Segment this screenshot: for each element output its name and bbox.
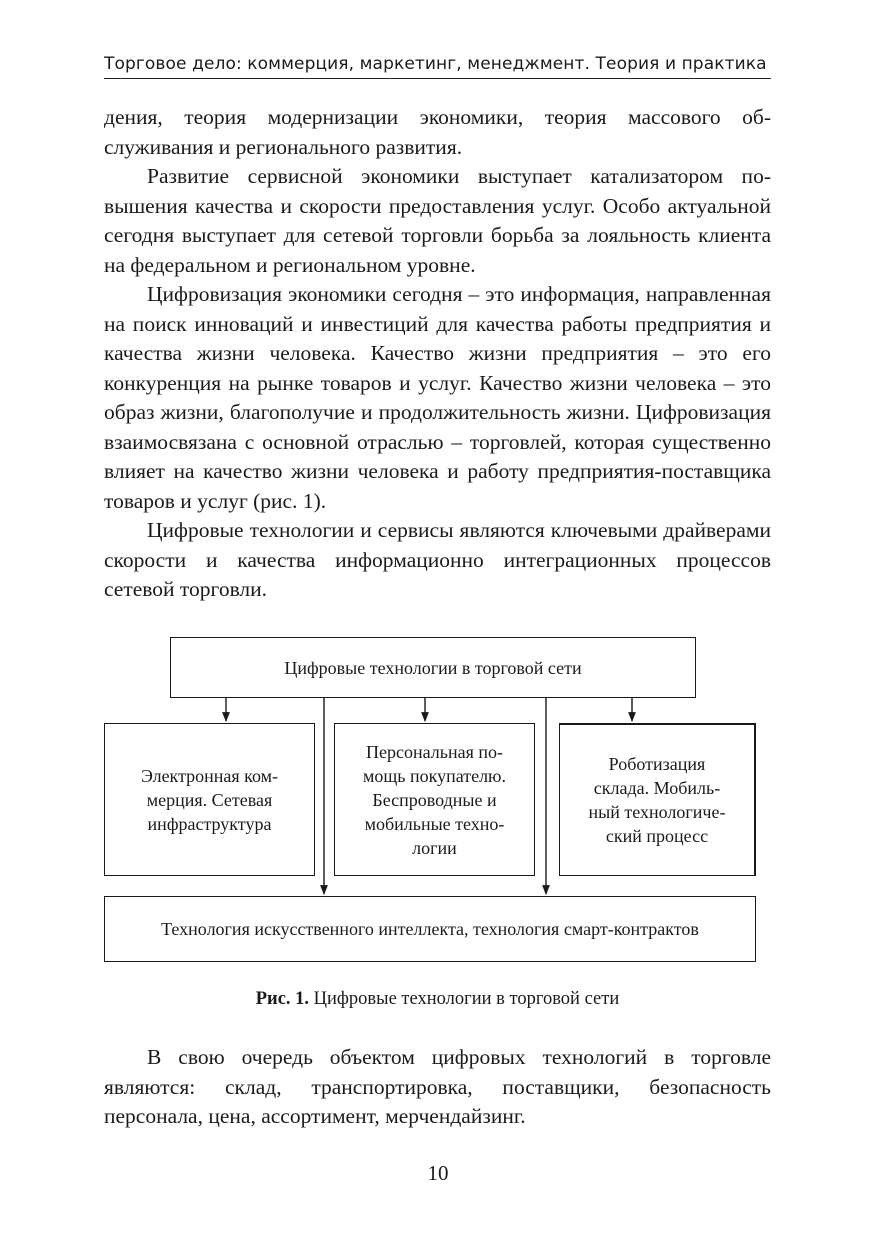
paragraph-continuation: дения, теория модернизации экономики, теория массового обслуживания и регионального развития. bbox=[104, 105, 771, 159]
figure-box-ecommerce-line: Электронная ком- bbox=[140, 765, 279, 786]
figure-caption-label: Рис. 1. bbox=[255, 989, 310, 1009]
figure-box-robotization bbox=[559, 723, 756, 876]
figure-box-ecommerce-text bbox=[141, 764, 278, 836]
body-text-bottom bbox=[104, 1043, 771, 1132]
figure-box-personal-assistance bbox=[334, 723, 535, 876]
body-text-top bbox=[104, 103, 771, 605]
figure-box-personal-assistance-line: мощь покупателю. bbox=[362, 765, 507, 786]
figure-bottom-box bbox=[104, 896, 756, 962]
figure-box-ecommerce bbox=[104, 723, 315, 876]
figure-box-robotization-line: склада. Мобиль- bbox=[593, 778, 721, 798]
figure-box-ecommerce-line: инфраструктура bbox=[147, 813, 272, 834]
figure-box-personal-assistance-line: мобильные техно- bbox=[364, 813, 505, 834]
figure-top-box-label: Цифровые технологии в торговой сети bbox=[284, 657, 582, 678]
figure-caption-text: Цифровые технологии в торговой сети bbox=[313, 989, 620, 1009]
paragraph-service-economy: Развитие сервисной экономики выступает катализатором повышения качества и скорости предоставления услуг. Особо актуальной сегодня выступает для сетевой торговли борьба за лояльность клиента на федеральном и региональном уровне. bbox=[104, 164, 771, 277]
figure-box-personal-assistance-text bbox=[363, 740, 506, 860]
figure-bottom-box-label: Технология искусственного интеллекта, технология смарт-контрактов bbox=[161, 919, 699, 939]
figure-caption bbox=[104, 987, 771, 1011]
paragraph-digital-technologies: Цифровые технологии и сервисы являются ключевыми драйверами скорости и качества информационно интеграционных процессов сетевой торговли. bbox=[104, 518, 771, 601]
figure-box-personal-assistance-line: Персональная по- bbox=[366, 741, 503, 762]
figure-box-robotization-line: ный технологиче- bbox=[588, 802, 726, 822]
figure-box-ecommerce-line: мерция. Сетевая bbox=[146, 789, 273, 810]
page-number: 10 bbox=[427, 1161, 449, 1185]
figure-box-robotization-line: Роботизация bbox=[608, 754, 706, 774]
figure-top-box bbox=[170, 637, 696, 698]
paragraph-objects: В свою очередь объектом цифровых технологий в торговле являются: склад, транспортировка, поставщики, безопасность персонала, цена, ассортимент, мерчендайзинг. bbox=[104, 1045, 771, 1128]
figure-box-robotization-text bbox=[589, 752, 726, 848]
figure-box-personal-assistance-line: Беспроводные и bbox=[372, 789, 497, 810]
paragraph-digitalization: Цифровизация экономики сегодня – это информация, направленная на поиск инноваций и инвестиций для качества работы предприятия и качества жизни человека. Качество жизни предприятия – это его конкуренция на рынке товаров и услуг. Качество жизни человека – это образ жизни, благополучие и продолжительность жизни. Цифровизация взаимосвязана с основной отраслью – торговлей, которая существенно влияет на качество жизни человека и работу предприятия-поставщика товаров и услуг (рис. 1). bbox=[104, 282, 771, 513]
figure-box-personal-assistance-line: логии bbox=[412, 837, 457, 858]
figure-box-robotization-line: ский процесс bbox=[605, 826, 709, 846]
running-head: Торговое дело: коммерция, маркетинг, менеджмент. Теория и практика bbox=[104, 52, 771, 79]
